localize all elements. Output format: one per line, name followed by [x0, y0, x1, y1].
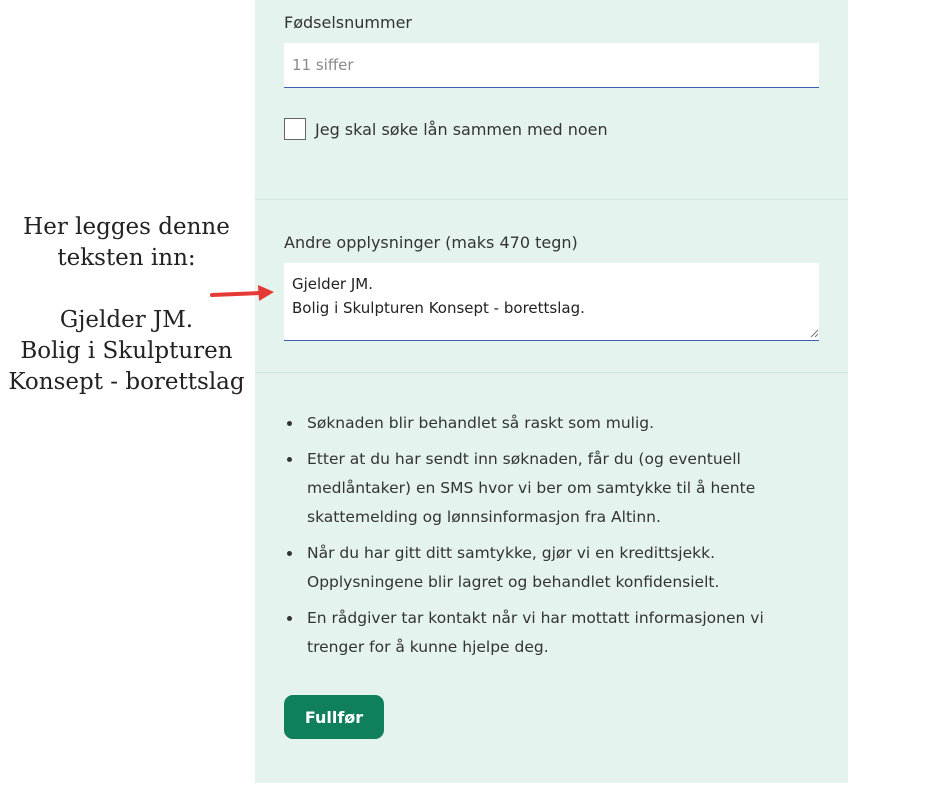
co-applicant-checkbox[interactable] [284, 116, 608, 142]
submit-button[interactable]: Fullfør [284, 695, 384, 739]
annotation-line: Bolig i Skulpturen [20, 338, 233, 364]
info-list-item: Når du har gitt ditt samtykke, gjør vi en kredittsjekk. Opplysningene blir lagret og behandlet konfidensielt. [284, 539, 784, 597]
annotation-line: Her legges denne [23, 214, 230, 240]
other-info-label: Andre opplysninger (maks 470 tegn) [284, 233, 578, 252]
section-divider [255, 372, 848, 373]
co-applicant-label: Jeg skal søke lån sammen med noen [315, 119, 608, 139]
annotation-line: Konsept - borettslag [8, 369, 245, 395]
ssn-input[interactable] [284, 43, 819, 88]
checkbox-box[interactable] [284, 118, 306, 140]
info-list [284, 409, 784, 669]
resize-grip-icon[interactable] [810, 329, 819, 338]
annotation-note [5, 212, 248, 398]
info-list-item: Etter at du har sendt inn søknaden, får du (og eventuell medlåntaker) en SMS hvor vi ber om samtykke til å hente skattemelding og lønnsinformasjon fra Altinn. [284, 445, 784, 532]
info-list-item: En rådgiver tar kontakt når vi har mottatt informasjonen vi trenger for å kunne hjelpe deg. [284, 604, 784, 662]
annotation-line: Gjelder JM. [59, 307, 194, 333]
annotation-line: teksten inn: [57, 245, 196, 271]
info-list-item: Søknaden blir behandlet så raskt som mulig. [284, 409, 784, 438]
annotation-arrow-icon [210, 283, 276, 305]
form-panel [255, 0, 848, 783]
section-divider [255, 199, 848, 200]
other-info-textarea[interactable] [284, 263, 819, 341]
ssn-label: Fødselsnummer [284, 13, 412, 32]
